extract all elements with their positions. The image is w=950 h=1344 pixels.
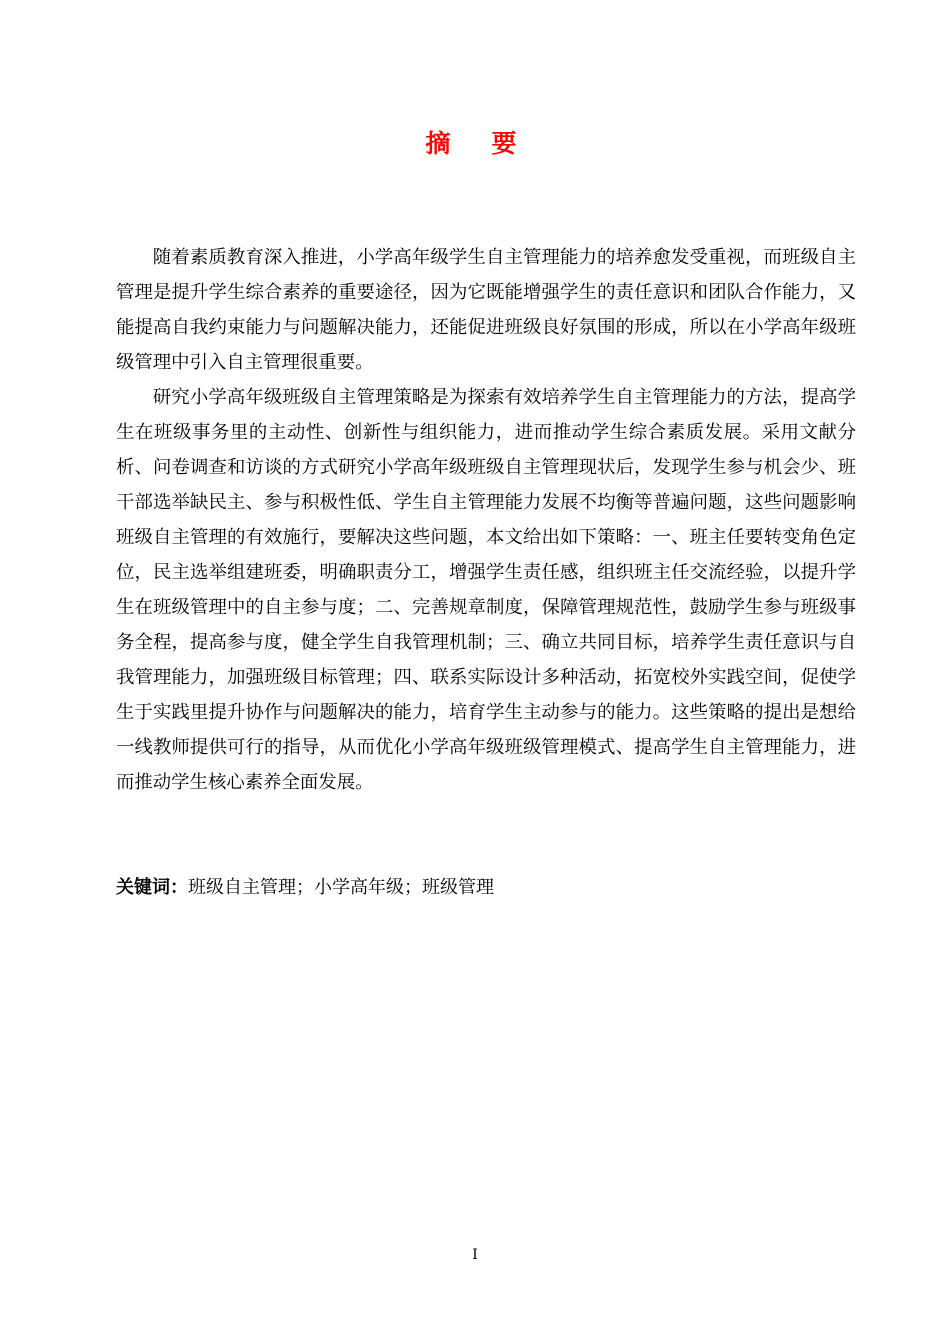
keywords-label: 关键词： (116, 877, 188, 898)
page-number: I (472, 1247, 478, 1263)
abstract-paragraph-2: 研究小学高年级班级自主管理策略是为探索有效培养学生自主管理能力的方法，提高学生在班级事务里的主动性、创新性与组织能力，进而推动学生综合素质发展。采用文献分析、问卷调查和访谈的方式研究小学高年级班级自主管理现状后，发现学生参与机会少、班干部选举缺民主、参与积极性低、学生自主管理能力发展不均衡等普遍问题，这些问题影响班级自主管理的有效施行，要解决这些问题，本文给出如下策略：一、班主任要转变角色定位，民主选举组建班委，明确职责分工，增强学生责任感，组织班主任交流经验，以提升学生在班级管理中的自主参与度；二、完善规章制度，保障管理规范性，鼓励学生参与班级事务全程，提高参与度，健全学生自我管理机制；三、确立共同目标，培养学生责任意识与自我管理能力，加强班级目标管理；四、联系实际设计多种活动，拓宽校外实践空间，促使学生于实践里提升协作与问题解决的能力，培育学生主动参与的能力。这些策略的提出是想给一线教师提供可行的指导，从而优化小学高年级班级管理模式、提高学生自主管理能力，进而推动学生核心素养全面发展。 (116, 387, 856, 793)
abstract-body (116, 240, 856, 800)
keywords-text: 班级自主管理；小学高年级；班级管理 (188, 877, 494, 898)
abstract-paragraph-1: 随着素质教育深入推进，小学高年级学生自主管理能力的培养愈发受重视，而班级自主管理是提升学生综合素养的重要途径，因为它既能增强学生的责任意识和团队合作能力，又能提高自我约束能力与问题解决能力，还能促进班级良好氛围的形成，所以在小学高年级班级管理中引入自主管理很重要。 (116, 247, 856, 373)
keywords-line (116, 870, 856, 905)
abstract-title: 摘 要 (425, 129, 525, 158)
